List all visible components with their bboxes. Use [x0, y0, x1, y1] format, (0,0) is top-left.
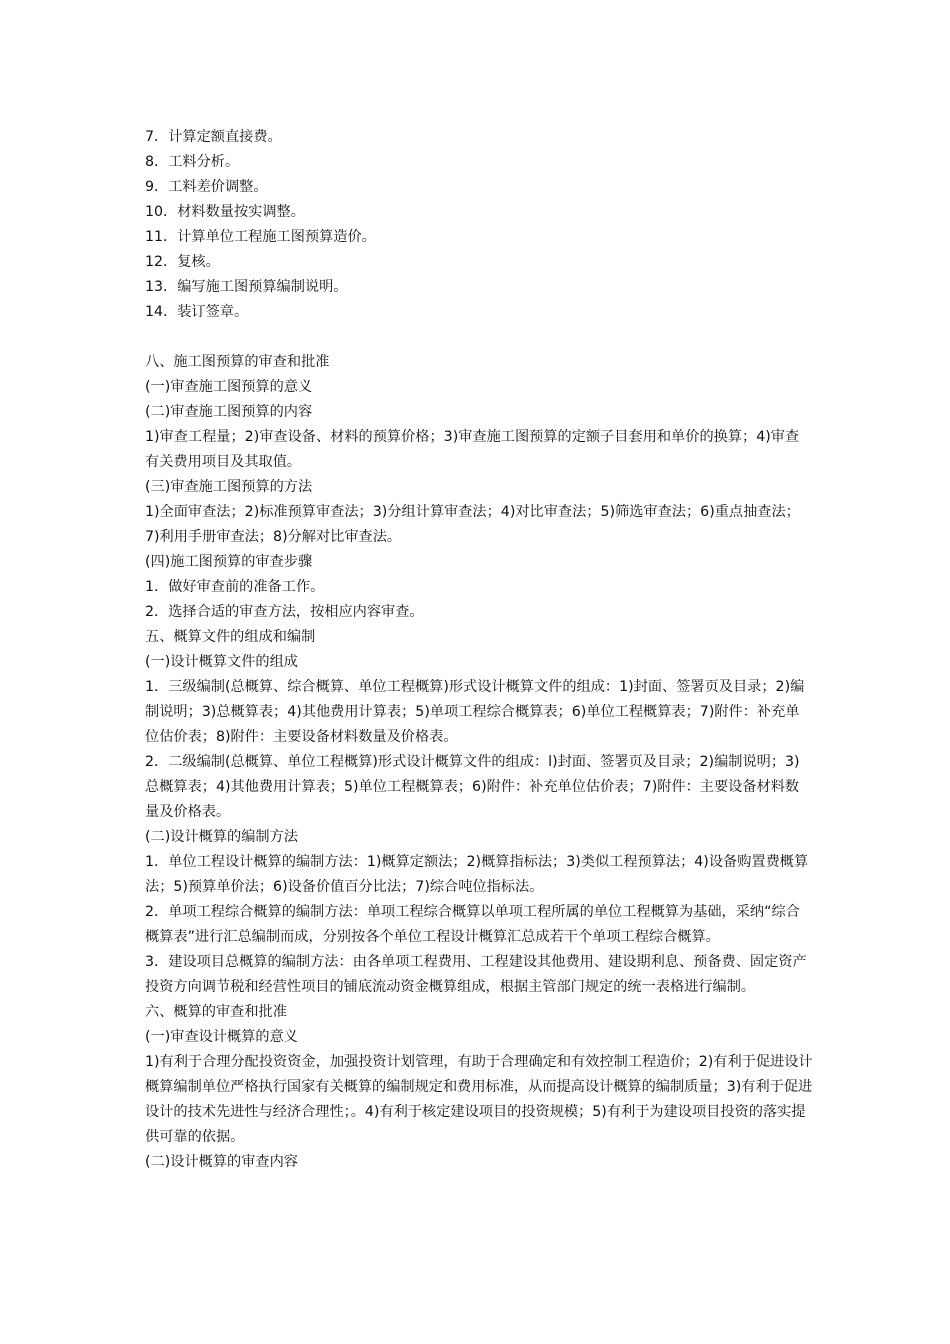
section-5-para-2a: 1．单位工程设计概算的编制方法：1)概算定额法；2)概算指标法；3)类似工程预算法；4)设备购置费概算法；5)预算单价法；6)设备价值百分比法；7)综合吨位指标法。 [145, 854, 809, 895]
section-6-heading: 六、概算的审查和批准 [145, 1004, 287, 1020]
step-11: 11．计算单位工程施工图预算造价。 [145, 229, 376, 245]
section-5-heading: 五、概算文件的组成和编制 [145, 629, 316, 645]
section-8-para-3: 1)全面审查法；2)标准预算审查法；3)分组计算审查法；4)对比审查法；5)筛选审查法；6)重点抽查法；7)利用手册审查法；8)分解对比审查法。 [145, 504, 800, 545]
document-body [145, 125, 813, 1175]
section-6-para-1: 1)有利于合理分配投资资金，加强投资计划管理，有助于合理确定和有效控制工程造价；2)有利于促进设计概算编制单位严格执行国家有关概算的编制规定和费用标准，从而提高设计概算的编制质量；3)有利于促进设计的技术先进性与经济合理性；。4)有利于核定建设项目的投资规模；5)有利于为建设项目投资的落实提供可靠的依据。 [145, 1054, 813, 1145]
section-6-sub-2: (二)设计概算的审查内容 [145, 1154, 298, 1170]
section-5-para-2c: 3．建设项目总概算的编制方法：由各单项工程费用、工程建设其他费用、建设期利息、预备费、固定资产投资方向调节税和经营性项目的铺底流动资金概算组成，根据主管部门规定的统一表格进行编制。 [145, 954, 807, 995]
section-5-sub-1: (一)设计概算文件的组成 [145, 654, 298, 670]
step-10: 10．材料数量按实调整。 [145, 204, 305, 220]
section-5-para-1a: 1．三级编制(总概算、综合概算、单位工程概算)形式设计概算文件的组成：1)封面、签署页及目录；2)编制说明；3)总概算表；4)其他费用计算表；5)单项工程综合概算表；6)单位工程概算表；7)附件：补充单位估价表；8)附件：主要设备材料数量及价格表。 [145, 679, 805, 745]
section-5-sub-2: (二)设计概算的编制方法 [145, 829, 298, 845]
section-5-para-2b: 2．单项工程综合概算的编制方法：单项工程综合概算以单项工程所属的单位工程概算为基础，采纳“综合概算表”进行汇总编制而成，分别按各个单位工程设计概算汇总成若干个单项工程综合概算。 [145, 904, 800, 945]
section-8-heading: 八、施工图预算的审查和批准 [145, 354, 330, 370]
section-8-sub-3: (三)审查施工图预算的方法 [145, 479, 313, 495]
step-8: 8．工料分析。 [145, 154, 240, 170]
section-8-sub-4: (四)施工图预算的审查步骤 [145, 554, 313, 570]
step-14: 14．装订签章。 [145, 304, 249, 320]
section-8-para-2: 1)审查工程量；2)审查设备、材料的预算价格；3)审查施工图预算的定额子目套用和单价的换算；4)审查有关费用项目及其取值。 [145, 429, 800, 470]
section-8-step-1: 1．做好审查前的准备工作。 [145, 579, 325, 595]
step-12: 12．复核。 [145, 254, 220, 270]
step-9: 9．工料差价调整。 [145, 179, 268, 195]
section-8-sub-2: (二)审查施工图预算的内容 [145, 404, 313, 420]
section-8-step-2: 2．选择合适的审查方法，按相应内容审查。 [145, 604, 424, 620]
blank-line [145, 325, 813, 350]
step-13: 13．编写施工图预算编制说明。 [145, 279, 348, 295]
section-6-sub-1: (一)审查设计概算的意义 [145, 1029, 298, 1045]
section-5-para-1b: 2．二级编制(总概算、单位工程概算)形式设计概算文件的组成：l)封面、签署页及目录；2)编制说明；3)总概算表；4)其他费用计算表；5)单位工程概算表；6)附件：补充单位估价表；7)附件：主要设备材料数量及价格表。 [145, 754, 800, 820]
section-8-sub-1: (一)审查施工图预算的意义 [145, 379, 313, 395]
step-7: 7．计算定额直接费。 [145, 129, 282, 145]
